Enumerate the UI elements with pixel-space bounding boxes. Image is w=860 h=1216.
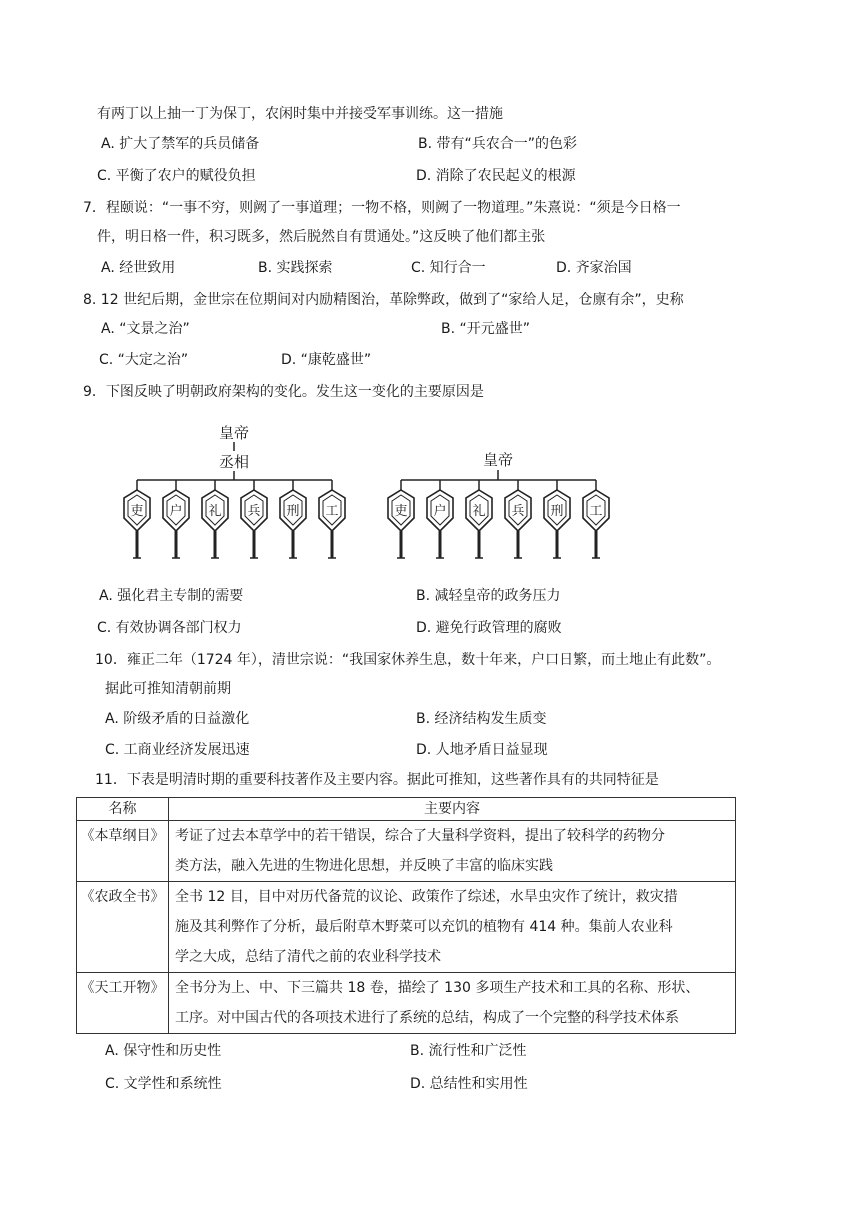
ministry-label: 刑 <box>286 504 300 519</box>
q7-stem-line2: 件，明日格一件，积习既多，然后脱然自有贯通处。”这反映了他们都主张 <box>97 229 546 245</box>
table-cell-content <box>169 882 736 973</box>
q10-option-d[interactable]: D. 人地矛盾日益显现 <box>416 742 548 758</box>
science-works-table <box>76 797 736 1034</box>
q9-option-d[interactable]: D. 避免行政管理的腐败 <box>416 620 562 636</box>
ministry-label: 兵 <box>511 504 525 519</box>
table-row <box>77 973 736 1034</box>
diagram-before <box>124 424 345 558</box>
ministry-label: 吏 <box>394 504 408 519</box>
table-cell-name: 《天工开物》 <box>77 973 169 1034</box>
table-cell-content <box>169 821 736 882</box>
table-cell-line: 考证了过去本草学中的若干错误，综合了大量科学资料，提出了较科学的药物分 <box>175 828 665 844</box>
q7-option-b[interactable]: B. 实践探索 <box>258 260 333 276</box>
q10-option-b[interactable]: B. 经济结构发生质变 <box>416 711 547 727</box>
table-cell-line: 工序。对中国古代的各项技术进行了系统的总结，构成了一个完整的科学技术体系 <box>175 1010 679 1026</box>
table-row <box>77 882 736 973</box>
ministry-label: 吏 <box>130 504 144 519</box>
q6-option-d[interactable]: D. 消除了农民起义的根源 <box>416 168 576 184</box>
diagram-left-emperor: 皇帝 <box>218 424 250 442</box>
table-cell-line: 全书分为上、中、下三篇共 18 卷，描绘了 130 多项生产技术和工具的名称、形状、 <box>175 980 700 996</box>
table-cell-line: 类方法，融入先进的生物进化思想，并反映了丰富的临床实践 <box>175 858 553 874</box>
q10-stem-line1: 10．雍正二年（1724 年），清世宗说：“我国家休养生息，数十年来，户口日繁，而土地止有此数”。 <box>95 652 721 668</box>
q7-option-d[interactable]: D. 齐家治国 <box>556 260 632 276</box>
ming-government-structure-diagram <box>112 418 632 568</box>
q10-stem-line2: 据此可推知清朝前期 <box>105 681 231 697</box>
q10-option-a[interactable]: A. 阶级矛盾的日益激化 <box>105 711 250 727</box>
ministry-label: 户 <box>169 504 183 519</box>
q6-stem-tail: 有两丁以上抽一丁为保丁，农闲时集中并接受军事训练。这一措施 <box>97 106 503 122</box>
table-header-content: 主要内容 <box>169 798 736 821</box>
ministry-plaque <box>388 480 414 558</box>
q9-option-b[interactable]: B. 减轻皇帝的政务压力 <box>416 588 561 604</box>
q8-option-a[interactable]: A. “文景之治” <box>101 321 190 337</box>
q8-stem: 8. 12 世纪后期，金世宗在位期间对内励精图治，革除弊政，做到了“家给人足，仓廪有余”，史称 <box>83 292 684 308</box>
q11-stem: 11．下表是明清时期的重要科技著作及主要内容。据此可推知，这些著作具有的共同特征是 <box>95 772 659 788</box>
table-cell-content <box>169 973 736 1034</box>
q11-option-d[interactable]: D. 总结性和实用性 <box>410 1076 528 1092</box>
ministry-label: 刑 <box>550 504 564 519</box>
q6-option-b[interactable]: B. 带有“兵农合一”的色彩 <box>418 136 578 152</box>
ministry-plaque <box>202 480 228 558</box>
ministry-plaque <box>505 480 531 558</box>
table-cell-line: 学之大成，总结了清代之前的农业科学技术 <box>175 949 441 965</box>
ministry-plaque <box>466 480 492 558</box>
q8-option-b[interactable]: B. “开元盛世” <box>441 321 531 337</box>
q8-option-c[interactable]: C. “大定之治” <box>99 352 189 368</box>
q9-option-c[interactable]: C. 有效协调各部门权力 <box>97 620 242 636</box>
ministry-plaque <box>544 480 570 558</box>
q6-option-c[interactable]: C. 平衡了农户的赋役负担 <box>97 168 256 184</box>
table-cell-name: 《农政全书》 <box>77 882 169 973</box>
ministry-plaque <box>241 480 267 558</box>
q7-stem-line1: 7．程颐说：“一事不穷，则阙了一事道理；一物不格，则阙了一物道理。”朱熹说：“须是今日格一 <box>83 200 681 216</box>
table-row <box>77 821 736 882</box>
q9-stem: 9．下图反映了明朝政府架构的变化。发生这一变化的主要原因是 <box>83 384 484 400</box>
q7-option-c[interactable]: C. 知行合一 <box>411 260 486 276</box>
diagram-after <box>388 451 609 558</box>
diagram-left-chancellor: 丞相 <box>218 453 250 471</box>
q8-option-d[interactable]: D. “康乾盛世” <box>281 352 372 368</box>
diagram-right-emperor: 皇帝 <box>482 451 514 469</box>
q9-option-a[interactable]: A. 强化君主专制的需要 <box>99 588 244 604</box>
table-cell-name: 《本草纲目》 <box>77 821 169 882</box>
ministry-label: 工 <box>589 504 603 519</box>
ministry-plaque <box>124 480 150 558</box>
ministry-plaque <box>583 480 609 558</box>
q10-option-c[interactable]: C. 工商业经济发展迅速 <box>105 742 250 758</box>
q11-option-a[interactable]: A. 保守性和历史性 <box>105 1043 222 1059</box>
ministry-label: 户 <box>433 504 447 519</box>
table-header-name: 名称 <box>77 798 169 821</box>
ministry-plaque <box>280 480 306 558</box>
table-cell-line: 施及其利弊作了分析，最后附草木野菜可以充饥的植物有 414 种。集前人农业科 <box>175 919 673 935</box>
ministry-plaque <box>163 480 189 558</box>
q11-option-b[interactable]: B. 流行性和广泛性 <box>410 1043 527 1059</box>
ministry-plaque <box>319 480 345 558</box>
q6-option-a[interactable]: A. 扩大了禁军的兵员储备 <box>101 136 260 152</box>
ministry-label: 礼 <box>208 504 222 519</box>
q11-option-c[interactable]: C. 文学性和系统性 <box>105 1076 222 1092</box>
ministry-label: 兵 <box>247 504 261 519</box>
table-cell-line: 全书 12 目，目中对历代备荒的议论、政策作了综述，水旱虫灾作了统计，救灾措 <box>175 889 678 905</box>
ministry-label: 工 <box>325 504 339 519</box>
ministry-plaque <box>427 480 453 558</box>
ministry-label: 礼 <box>472 504 486 519</box>
q7-option-a[interactable]: A. 经世致用 <box>101 260 176 276</box>
table-header-row <box>77 798 736 821</box>
